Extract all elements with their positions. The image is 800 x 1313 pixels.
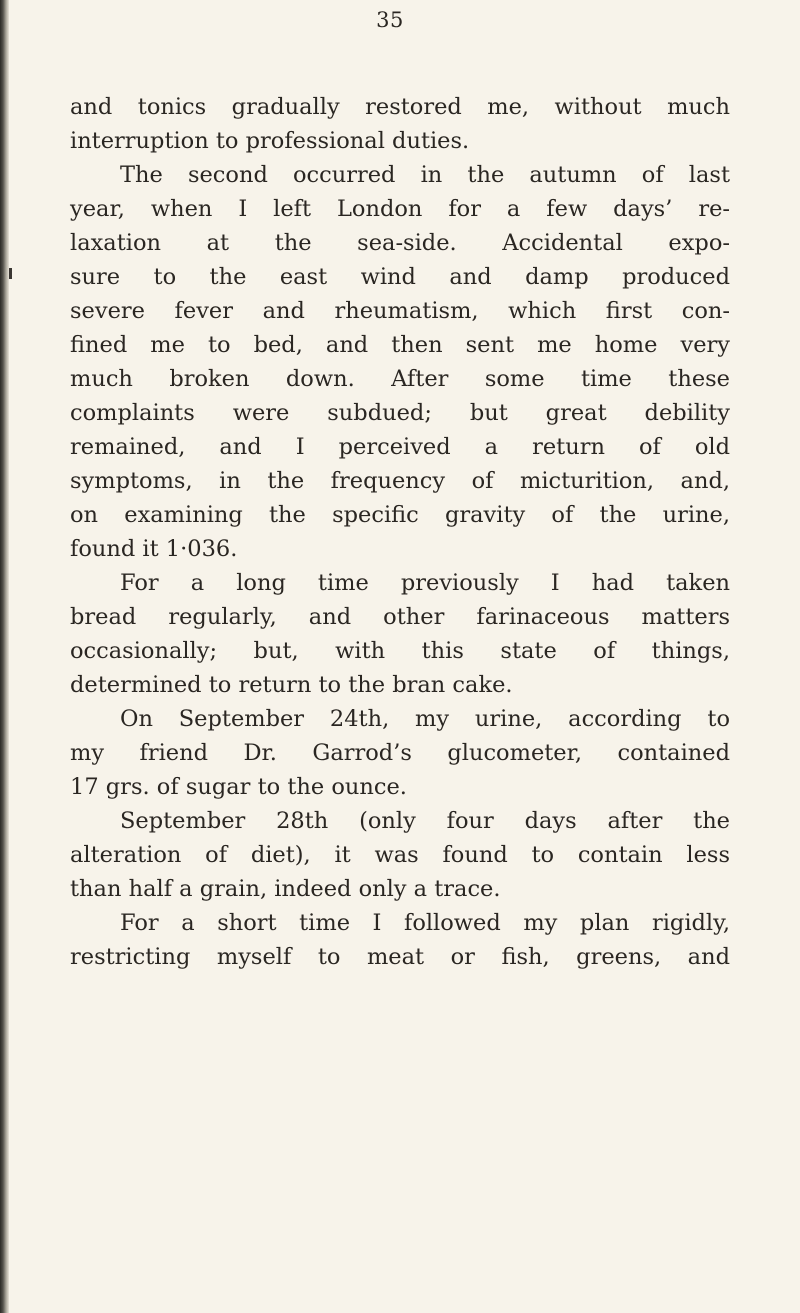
text-line: fined me to bed, and then sent me home very (70, 332, 730, 358)
text-line: sure to the east wind and damp produced (70, 264, 730, 290)
text-line: For a long time previously I had taken (120, 570, 730, 596)
text-line: restricting myself to meat or fish, greens, and (70, 944, 730, 970)
text-line: symptoms, in the frequency of micturition, and, (70, 468, 730, 494)
text-line: On September 24th, my urine, according to (120, 706, 730, 732)
page-binding-edge (0, 0, 9, 1313)
text-line: interruption to professional duties. (70, 128, 470, 154)
body-text (70, 90, 730, 974)
text-line: severe fever and rheumatism, which first con- (70, 298, 730, 324)
text-line: much broken down. After some time these (70, 366, 730, 392)
text-line: The second occurred in the autumn of last (120, 162, 730, 188)
text-line: September 28th (only four days after the (120, 808, 730, 834)
text-line: occasionally; but, with this state of things, (70, 638, 730, 664)
page-number: 35 (376, 8, 404, 32)
text-line: than half a grain, indeed only a trace. (70, 876, 501, 902)
text-line: complaints were subdued; but great debility (70, 400, 730, 426)
text-line: laxation at the sea-side. Accidental expo- (70, 230, 730, 256)
text-line: remained, and I perceived a return of old (70, 434, 730, 460)
text-line: my friend Dr. Garrod’s glucometer, contained (70, 740, 730, 766)
text-line: on examining the specific gravity of the urine, (70, 502, 730, 528)
text-line: found it 1·036. (70, 536, 238, 562)
text-line: determined to return to the bran cake. (70, 672, 513, 698)
binding-mark (9, 268, 12, 279)
text-line: 17 grs. of sugar to the ounce. (70, 774, 407, 800)
text-line: and tonics gradually restored me, without much (70, 94, 730, 120)
text-line: For a short time I followed my plan rigidly, (120, 910, 730, 936)
text-line: year, when I left London for a few days’ re- (70, 196, 730, 222)
text-line: bread regularly, and other farinaceous matters (70, 604, 730, 630)
text-line: alteration of diet), it was found to contain less (70, 842, 730, 868)
